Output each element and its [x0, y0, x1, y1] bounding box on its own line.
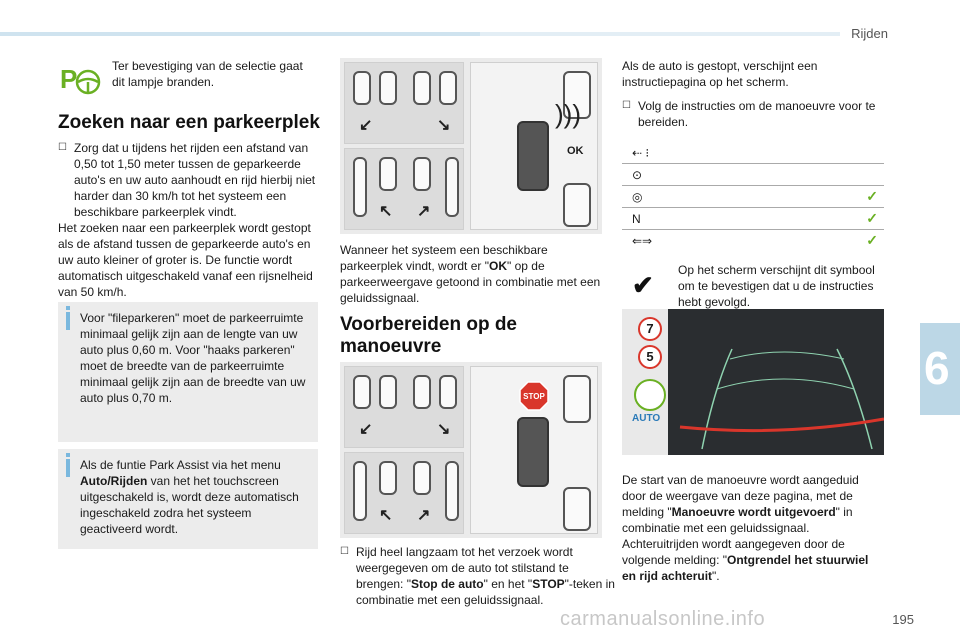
note-text: Voor "fileparkeren" moet de parkeerruimte minimaal gelijk zijn aan de lengte van uw auto plus 0,60 m. Voor "haaks parkeren" moet de breedte van de parkeerruimte minimaal gelijk zijn aan de breedte van uw auto plus 0,70 m.: [80, 311, 306, 405]
direction-arrows-icon: ⇐⇒: [632, 233, 653, 248]
car-icon: [353, 461, 367, 521]
own-car-icon: [517, 417, 549, 487]
stop-sign-icon: [519, 381, 549, 411]
car-icon: [353, 157, 367, 217]
checkbox-bullet-icon: ☐: [622, 100, 631, 111]
bullet-stop-bold1: Stop de auto: [410, 577, 484, 591]
car-icon: [379, 461, 397, 495]
car-icon: [353, 375, 371, 409]
confirm-text: Op het scherm verschijnt dit symbool om te bevestigen dat u de instructies hebt gevolgd.: [678, 263, 875, 309]
arrow-icon: ↖: [379, 203, 393, 220]
info-icon: [66, 459, 70, 477]
bullet-afstand: [58, 140, 334, 220]
instruction-row-gear: [622, 207, 884, 229]
bullet-instructies-text: Volg de instructies om de manoeuvre voor te bereiden.: [638, 99, 876, 129]
bullet-stop-post: "-teken in combinatie met een geluidssignaal.: [356, 577, 615, 607]
distance-badge-7: 7: [638, 317, 662, 341]
arrow-icon: ↘: [437, 117, 451, 134]
auto-label: AUTO: [632, 413, 661, 424]
instruction-list-header: [622, 142, 884, 163]
car-icon: [413, 461, 431, 495]
distance-badge-5: 5: [638, 345, 662, 369]
sensor-icon: ◎: [632, 189, 643, 204]
chapter-number: 6: [924, 342, 950, 394]
diagram-haaks-links: [344, 366, 464, 448]
para-ok-bold: OK: [489, 259, 507, 273]
stop-label: STOP: [523, 392, 545, 401]
note-park-assist: [58, 449, 318, 549]
para-achteruit-post: ".: [712, 569, 720, 583]
gear-label: N: [632, 211, 641, 226]
car-icon: [445, 157, 459, 217]
para-achteruit-pre: Achteruitrijden wordt aangegeven door de volgende melding: ": [622, 537, 845, 567]
car-icon: [439, 375, 457, 409]
bullet-stop: [340, 544, 618, 608]
para-achteruit-bold: Ontgrendel het stuurwiel en rijd achteruit: [622, 553, 869, 583]
header-bar-light: [480, 32, 840, 36]
figure-parkeerplek-gevonden: [340, 58, 602, 234]
instruction-row-direction: [622, 229, 884, 251]
car-icon: [379, 71, 397, 105]
diagram-haaks-links: [344, 62, 464, 144]
diagram-haaks-achteruit: [344, 148, 464, 230]
car-icon: [353, 71, 371, 105]
check-icon: ✓: [866, 232, 878, 248]
para-ok-post: " op de parkeerweergave getoond in combinatie met een geluidssignaal.: [340, 259, 601, 305]
car-icon: [563, 487, 591, 531]
bullet-stop-pre: Rijd heel langzaam tot het verzoek wordt weergegeven om de auto tot stilstand te brengen: ": [356, 545, 573, 591]
display-parkeerplek: [470, 62, 598, 230]
bullet-stop-mid: " en het ": [483, 577, 533, 591]
car-icon: [563, 375, 591, 423]
check-icon: ✓: [866, 210, 878, 226]
car-icon: [413, 375, 431, 409]
confirm-check-icon: ✔: [632, 270, 654, 300]
info-icon: [66, 312, 70, 330]
chapter-title: Rijden: [851, 26, 888, 41]
instruction-row-steering: [622, 163, 884, 185]
para-manoeuvre: [622, 472, 884, 584]
svg-text:P: P: [60, 64, 78, 94]
para-ok-pre: Wanneer het systeem een beschikbare parkeerplek vindt, wordt er ": [340, 243, 548, 273]
note-text-bold: Auto/Rijden: [80, 474, 148, 488]
note-afmetingen: [58, 302, 318, 442]
instruction-list: [622, 142, 884, 251]
chapter-tab: [920, 323, 960, 415]
para-ok: [340, 242, 602, 306]
figure-stop: [340, 362, 602, 538]
car-icon: [445, 461, 459, 521]
note-text-pre: Als de funtie Park Assist via het menu: [80, 458, 281, 472]
car-icon: [413, 157, 431, 191]
ok-label: OK: [567, 145, 584, 157]
watermark: carmanualsonline.info: [560, 608, 766, 630]
sensor-waves-icon: ))): [555, 99, 581, 129]
header-bar: [0, 32, 480, 36]
para-zoeken: Het zoeken naar een parkeerplek wordt gestopt als de afstand tussen de geparkeerde auto's en uw auto kleiner of groter is. De functie wordt automatisch uitgeschakeld vanaf een rijsnelheid van 50 km/h.: [58, 221, 313, 299]
check-icon: ✓: [866, 188, 878, 204]
bullet-stop-bold2: STOP: [532, 577, 565, 591]
arrow-icon: ↗: [417, 507, 431, 524]
park-assist-lamp-icon: [58, 62, 102, 98]
back-icon[interactable]: ⇠ ⁝: [632, 145, 650, 160]
bullet-instructies: [622, 98, 900, 130]
instruction-row-sensors: [622, 185, 884, 207]
arrow-icon: ↙: [359, 421, 373, 438]
rear-camera-view: [622, 309, 884, 455]
arrow-icon: ↘: [437, 421, 451, 438]
note-text-post: van het het touchscreen uitgeschakeld is, wordt deze automatisch ingeschakeld zodra het systeem geactiveerd wordt.: [80, 474, 299, 536]
car-icon: [413, 71, 431, 105]
display-stop: [470, 366, 598, 534]
arrow-icon: ↖: [379, 507, 393, 524]
diagram-haaks-achteruit: [344, 452, 464, 534]
page-number: 195: [892, 612, 914, 627]
own-car-icon: [517, 121, 549, 191]
car-icon: [379, 375, 397, 409]
bullet-text: Zorg dat u tijdens het rijden een afstand van 0,50 tot 1,50 meter tussen de geparkeerde auto's en uw auto aanhoudt en rijd hierbij niet harder dan 30 km/h tot het systeem een beschikbare parkeerplek vindt.: [74, 141, 316, 219]
checkbox-bullet-icon: ☐: [58, 142, 67, 153]
para-manoeuvre-bold: Manoeuvre wordt uitgevoerd: [671, 505, 836, 519]
guide-lines: [622, 309, 884, 455]
arrow-icon: ↙: [359, 117, 373, 134]
para-instructiepagina: Als de auto is gestopt, verschijnt een instructiepagina op het scherm.: [622, 59, 818, 89]
checkbox-bullet-icon: ☐: [340, 546, 349, 557]
heading-voorbereiden: Voorbereiden op de manoeuvre: [340, 314, 518, 357]
para-manoeuvre-pre: De start van de manoeuvre wordt aangeduid door de weergave van deze pagina, met de melding ": [622, 473, 859, 519]
car-icon: [439, 71, 457, 105]
arrow-icon: ↗: [417, 203, 431, 220]
heading-zoeken: Zoeken naar een parkeerplek: [58, 112, 320, 133]
car-icon: [379, 157, 397, 191]
lamp-caption: Ter bevestiging van de selectie gaat dit lampje branden.: [112, 59, 303, 89]
steering-wheel-icon: ⊙: [632, 167, 643, 182]
car-icon: [563, 183, 591, 227]
para-manoeuvre-post: " in combinatie met een geluidssignaal.: [622, 505, 853, 535]
